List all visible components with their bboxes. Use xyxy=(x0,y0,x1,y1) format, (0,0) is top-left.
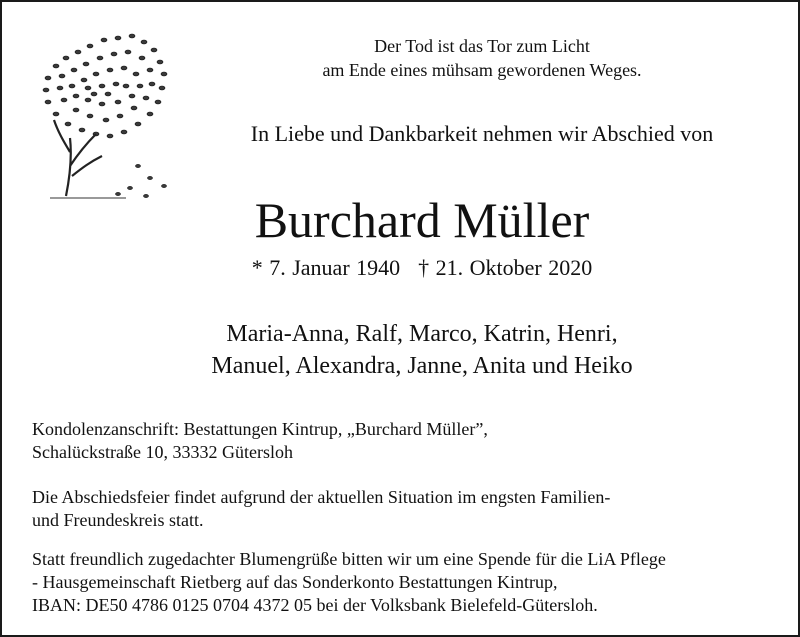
family-line-2: Manuel, Alexandra, Janne, Anita und Heiko xyxy=(211,353,633,379)
intro-text: In Liebe und Dankbarkeit nehmen wir Abschied von xyxy=(250,121,714,146)
quote-line-1: Der Tod ist das Tor zum Licht xyxy=(374,36,590,56)
ceremony-note xyxy=(32,486,772,532)
donation-line-1: Statt freundlich zugedachter Blumengrüße bitten wir um eine Spende für die LiA Pflege xyxy=(32,549,666,569)
life-dates xyxy=(62,254,782,282)
donation-line-3: IBAN: DE50 4786 0125 0704 4372 05 bei der Volksbank Bielefeld-Gütersloh. xyxy=(32,595,598,615)
condolence-line-2: Schalückstraße 10, 33332 Gütersloh xyxy=(32,442,293,462)
tree-icon xyxy=(26,16,176,206)
death-date: † 21. Oktober 2020 xyxy=(418,255,593,280)
deceased-name: Burchard Müller xyxy=(254,192,590,248)
ceremony-line-2: und Freundeskreis statt. xyxy=(32,510,204,530)
condolence-address xyxy=(32,418,772,464)
quote xyxy=(182,34,782,82)
birth-date: * 7. Januar 1940 xyxy=(251,255,401,280)
family-line-1: Maria-Anna, Ralf, Marco, Katrin, Henri, xyxy=(226,321,618,347)
ceremony-line-1: Die Abschiedsfeier findet aufgrund der aktuellen Situation im engsten Familien- xyxy=(32,487,611,507)
donation-line-2: - Hausgemeinschaft Rietberg auf das Sonderkonto Bestattungen Kintrup, xyxy=(32,572,558,592)
condolence-line-1: Kondolenzanschrift: Bestattungen Kintrup, „Burchard Müller”, xyxy=(32,419,488,439)
donation-note xyxy=(32,548,772,617)
family-names xyxy=(62,318,782,382)
quote-line-2: am Ende eines mühsam gewordenen Weges. xyxy=(322,60,642,80)
